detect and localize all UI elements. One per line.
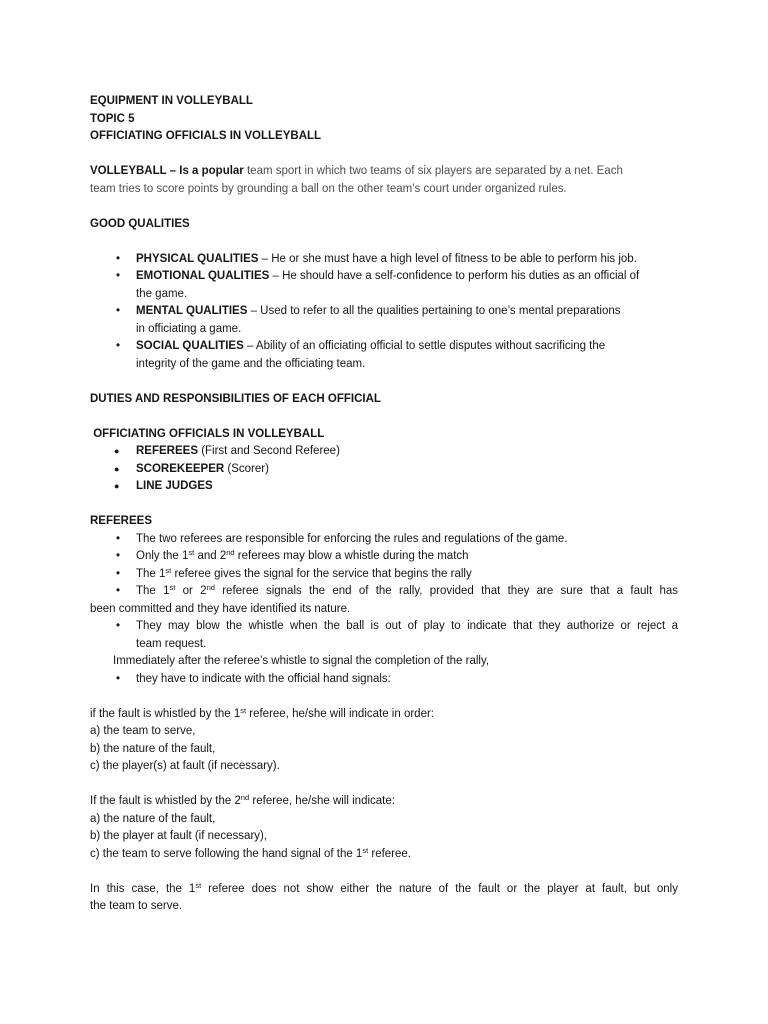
line-spacer <box>90 496 678 514</box>
quality-label: EMOTIONAL QUALITIES <box>136 270 270 282</box>
list-item <box>90 268 678 286</box>
list-item <box>90 338 678 356</box>
official-note: (Scorer) <box>224 462 269 475</box>
section-subheading: OFFICIATING OFFICIALS IN VOLLEYBALL <box>90 427 325 440</box>
document-title: EQUIPMENT IN VOLLEYBALL <box>90 95 253 107</box>
bullet-icon: • <box>116 305 121 317</box>
quality-text: – He or she must have a high level of fitness to be able to perform his job. <box>258 252 637 265</box>
referee-note: Immediately after the referee’s whistle to signal the completion of the rally, <box>113 655 490 667</box>
line-spacer <box>90 776 678 794</box>
official-note: (First and Second Referee) <box>198 445 340 457</box>
line-spacer <box>90 408 678 426</box>
list-item <box>90 671 678 689</box>
step-text: c) the team to serve following the hand signal of the 1 <box>90 847 363 860</box>
bullet-icon: • <box>116 620 121 632</box>
list-item <box>90 548 678 566</box>
quality-text: – Ability of an officiating official to settle disputes without sacrificing the <box>243 340 606 352</box>
ordinal-suffix: st <box>195 880 202 890</box>
list-item-continuation: team request. <box>136 637 207 650</box>
conclusion-line <box>90 881 678 899</box>
bullet-icon: • <box>116 340 121 352</box>
definition-line <box>90 163 678 181</box>
ordinal-suffix: nd <box>226 548 235 557</box>
ordinal-suffix: st <box>165 565 172 575</box>
bullet-icon: • <box>116 550 121 562</box>
quality-text: – He should have a self-confidence to perform his duties as an official of <box>269 270 640 282</box>
bullet-icon: ● <box>114 463 120 474</box>
intro-text: if the fault is whistled by the 1 <box>90 707 241 720</box>
document-body <box>90 93 678 916</box>
line-spacer <box>90 688 678 706</box>
list-item <box>90 618 678 636</box>
definition-text: team sport in which two teams of six players are separated by a net. Each <box>243 165 623 177</box>
list-item <box>90 583 678 601</box>
conclusion-text: In this case, the 1 <box>90 882 196 895</box>
list-item <box>90 531 678 549</box>
list-item <box>90 251 678 269</box>
ordinal-suffix: st <box>188 548 195 557</box>
section-heading: REFEREES <box>90 515 152 527</box>
intro-text: referee, he/she will indicate in order: <box>246 707 434 720</box>
ordinal-suffix: st <box>240 705 247 715</box>
referee-duty-text: or 2 <box>175 585 207 597</box>
quality-label: SOCIAL QUALITIES <box>136 340 244 352</box>
bullet-icon: • <box>116 532 121 545</box>
step-text: referee. <box>368 847 411 860</box>
list-item <box>90 566 678 584</box>
bullet-icon: ● <box>114 446 120 456</box>
line-spacer <box>90 863 678 881</box>
topic-label: TOPIC 5 <box>90 112 135 125</box>
list-item <box>90 461 678 479</box>
signal-step: b) the nature of the fault, <box>90 742 216 755</box>
signal-step: c) the player(s) at fault (if necessary). <box>90 760 280 772</box>
section-heading: GOOD QUALITIES <box>90 217 190 230</box>
bullet-icon: ● <box>114 481 120 491</box>
definition-line: team tries to score points by grounding a ball on the other team’s court under organized rules. <box>90 182 567 195</box>
list-item <box>90 443 678 461</box>
signal-step: a) the nature of the fault, <box>90 812 216 825</box>
first-referee-intro <box>90 706 678 724</box>
signal-step <box>90 846 678 864</box>
ordinal-suffix: nd <box>206 583 215 592</box>
bullet-icon: • <box>116 270 121 282</box>
bullet-icon: • <box>116 252 121 265</box>
definition-term: VOLLEYBALL – Is a popular <box>90 165 244 177</box>
list-item-continuation: been committed and they have identified its nature. <box>90 602 351 615</box>
list-item <box>90 478 678 496</box>
conclusion-line: the team to serve. <box>90 900 183 912</box>
conclusion-text: referee does not show either the nature of the fault or the player at fault, but only <box>201 882 678 895</box>
bullet-icon: • <box>116 585 121 597</box>
ordinal-suffix: st <box>169 583 176 592</box>
official-label: LINE JUDGES <box>136 480 213 492</box>
quality-label: PHYSICAL QUALITIES <box>136 252 259 265</box>
quality-label: MENTAL QUALITIES <box>136 305 248 317</box>
referee-duty-text: Only the 1 <box>136 550 189 562</box>
bullet-icon: • <box>116 567 121 580</box>
official-label: REFEREES <box>136 445 198 457</box>
signal-step: b) the player at fault (if necessary), <box>90 830 268 842</box>
section-heading: DUTIES AND RESPONSIBILITIES OF EACH OFFICIAL <box>90 392 381 405</box>
list-item-continuation: in officiating a game. <box>136 322 242 335</box>
referee-duty-text: The two referees are responsible for enforcing the rules and regulations of the game. <box>136 532 568 545</box>
line-spacer <box>90 198 678 216</box>
referee-duty-text: The 1 <box>136 567 166 580</box>
second-referee-intro <box>90 793 678 811</box>
list-item-continuation: integrity of the game and the officiating team. <box>136 357 366 370</box>
signal-step: a) the team to serve, <box>90 725 196 737</box>
official-label: SCOREKEEPER <box>136 462 225 475</box>
referee-duty-text: they have to indicate with the official hand signals: <box>136 672 391 685</box>
intro-text: If the fault is whistled by the 2 <box>90 795 241 807</box>
referee-duty-text: referee gives the signal for the service that begins the rally <box>171 567 472 580</box>
line-spacer <box>90 233 678 251</box>
ordinal-suffix: st <box>362 845 369 855</box>
intro-text: referee, he/she will indicate: <box>249 795 395 807</box>
document-subtitle: OFFICIATING OFFICIALS IN VOLLEYBALL <box>90 130 322 142</box>
ordinal-suffix: nd <box>240 793 250 802</box>
bullet-icon: • <box>116 672 121 685</box>
referee-duty-text: referee signals the end of the rally, provided that they are sure that a fault has <box>214 585 678 597</box>
list-item-continuation: the game. <box>136 287 188 300</box>
referee-duty-text: referees may blow a whistle during the match <box>234 550 469 562</box>
referee-duty-text: The 1 <box>136 585 170 597</box>
list-item <box>90 303 678 321</box>
referee-duty-text: and 2 <box>194 550 227 562</box>
line-spacer <box>90 146 678 164</box>
referee-duty-text: They may blow the whistle when the ball is out of play to indicate that they authorize or reject a <box>136 620 678 632</box>
line-spacer <box>90 373 678 391</box>
quality-text: – Used to refer to all the qualities pertaining to one’s mental preparations <box>247 305 621 317</box>
